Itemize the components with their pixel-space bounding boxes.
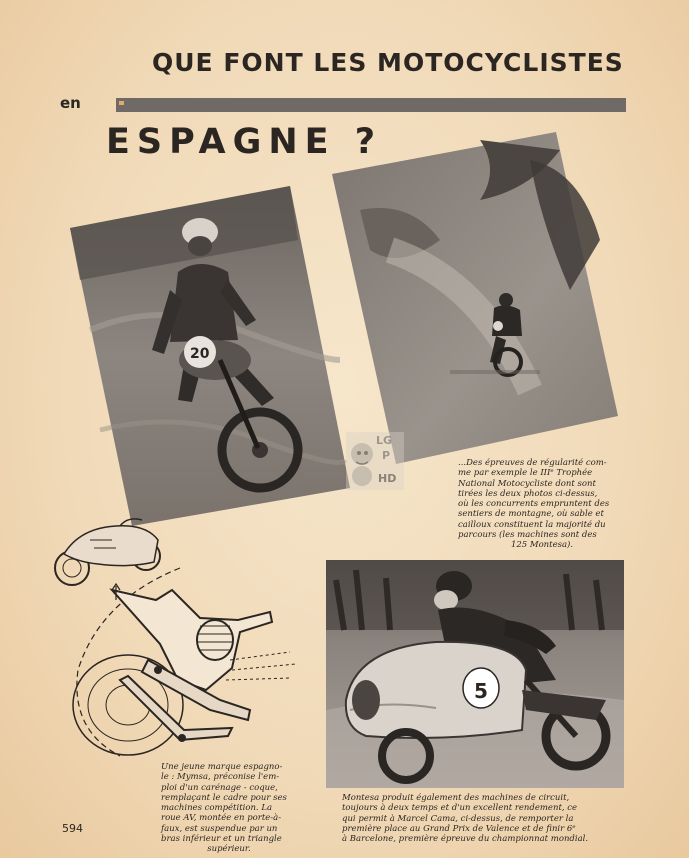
watermark-text-1: LG: [376, 434, 393, 447]
caption-line: où les concurrents empruntent des: [458, 499, 610, 510]
caption-line: première place au Grand Prix de Valence et de finir 6ᵉ: [342, 823, 576, 834]
watermark-logo: [346, 432, 404, 490]
caption-line: bras inférieur et un triangle: [161, 834, 282, 845]
headline-line-2: ESPAGNE ?: [106, 122, 383, 162]
caption-line: sentiers de montagne, où sable et: [458, 509, 604, 520]
caption-line: ploi d'un carénage - coque,: [161, 782, 278, 793]
caption-line: parcours (les machines sont des: [458, 530, 597, 541]
caption-line: le : Mymsa, préconise l'em-: [161, 772, 280, 783]
photo-sidecar-racer: [326, 560, 624, 788]
caption-line: qui permit à Marcel Cama, ci-dessus, de remporter la: [342, 813, 574, 824]
caption-line: machines compétition. La: [161, 803, 273, 814]
caption-mymsa: [161, 762, 297, 855]
caption-line: 125 Montesa).: [510, 540, 574, 551]
photo-rider-dirt-trail: [60, 180, 360, 530]
caption-montesa: [342, 793, 604, 844]
caption-line: tirées les deux photos ci-dessus,: [458, 488, 598, 499]
caption-line: cailloux constituent la majorité du: [458, 519, 606, 530]
caption-line: supérieur.: [207, 844, 251, 855]
caption-line: toujours à deux temps et d'un excellent rendement, ce: [342, 803, 578, 814]
caption-line: roue AV, montée en porte-à-: [161, 813, 282, 824]
headline-rule: [116, 98, 626, 112]
rule-accent-dot: [119, 101, 124, 105]
caption-line: National Motocycliste dont sont: [458, 478, 596, 489]
caption-line: à Barcelone, première épreuve du championnat mondial.: [342, 834, 589, 845]
caption-line: faux, est suspendue par un: [161, 823, 278, 834]
watermark-text-3: HD: [378, 472, 397, 485]
watermark-text-2: P: [382, 449, 391, 462]
drawing-suspension-diagram: [60, 560, 310, 760]
caption-line: remplaçant le cadre pour ses: [161, 792, 287, 803]
caption-line: Montesa produit également des machines de circuit,: [342, 793, 570, 803]
headline-line-1: QUE FONT LES MOTOCYCLISTES: [152, 48, 624, 77]
caption-trophy: [458, 458, 626, 551]
rider-number-plate: 20: [190, 346, 210, 362]
headline-preposition: en: [60, 94, 81, 112]
caption-line: ...Des épreuves de régularité com-: [458, 458, 607, 468]
photo-rider-mountain-path: [330, 130, 620, 470]
caption-line: Une jeune marque espagno-: [161, 762, 283, 772]
sidecar-number-plate: 5: [474, 679, 488, 703]
caption-line: me par exemple le IIIᵉ Trophée: [458, 468, 593, 479]
page-number: 594: [62, 822, 83, 835]
